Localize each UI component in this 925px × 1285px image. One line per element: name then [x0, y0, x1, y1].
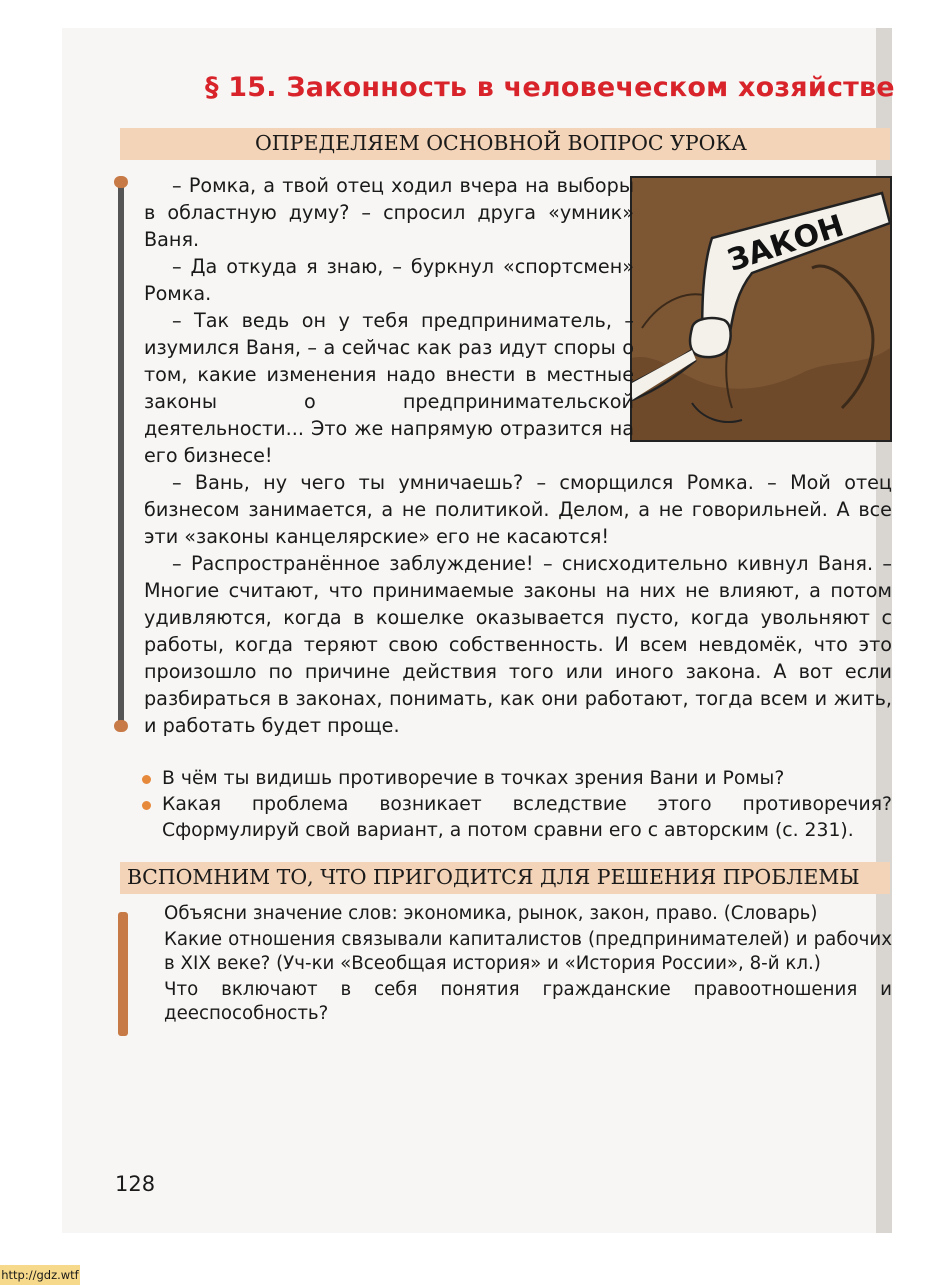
page-number: 128 [115, 1172, 156, 1196]
source-watermark[interactable]: http://gdz.wtf [0, 1265, 80, 1285]
recall-side-bracket [118, 912, 128, 1036]
section-band-recall [120, 862, 890, 894]
question-text-1: В чём ты видишь противоречие в точках зрения Вани и Ромы? [162, 768, 785, 789]
dialog-side-bar [118, 180, 124, 728]
dialog-text [144, 172, 892, 739]
lesson-title: § 15. Законность в человеческом хозяйстве [205, 72, 895, 103]
dialog-line-4: – Вань, ну чего ты умничаешь? – сморщился Ромка. – Мой отец бизнесом занимается, а не политикой. Делом, а не говорильней. А все эти «законы канцелярские» его не касаются! [144, 471, 892, 548]
lesson-questions [142, 766, 892, 844]
dialog-line-5: – Распространённое заблуждение! – снисходительно кивнул Ваня. – Многие считают, что принимаемые законы на них не влияют, а потом удивляются, когда в кошелке оказывается пусто, когда увольняют с работы, когда теряют свою собственность. И всем невдомёк, что это произошло по причине действия того или иного закона. А вот если разбираться в законах, понимать, как они работают, тогда всем и жить, и работать будет проще. [144, 552, 892, 737]
dialog-line-1: – Ромка, а твой отец ходил вчера на выборы в областную думу? – спросил друга «умник» Ваня. [144, 174, 634, 251]
bullet-dot-icon [142, 801, 151, 810]
picture-word-law: ЗАКОН [723, 208, 849, 279]
section-heading-lesson-question: ОПРЕДЕЛЯЕМ ОСНОВНОЙ ВОПРОС УРОКА [255, 131, 747, 155]
bullet-dot-icon [142, 775, 151, 784]
recall-item-1: Объясни значение слов: экономика, рынок, закон, право. (Словарь) [164, 903, 818, 924]
recall-list [164, 902, 892, 1028]
recall-item-2: Какие отношения связывали капиталистов (предпринимателей) и рабочих в XIX веке? (Уч-ки «Всеобщая история» и «История России», 8-й кл.) [164, 928, 892, 975]
section-band-lesson-question [120, 128, 890, 160]
question-text-2: Какая проблема возникает вследствие этого противоречия? Сформулируй свой вариант, а потом сравни его с авторским (с. 231). [162, 794, 892, 841]
recall-item-3: Что включают в себя понятия гражданские правоотношения и дееспособность? [164, 978, 892, 1025]
question-item-2 [142, 792, 892, 844]
section-heading-recall: ВСПОМНИМ ТО, ЧТО ПРИГОДИТСЯ ДЛЯ РЕШЕНИЯ ПРОБЛЕМЫ [127, 865, 860, 889]
question-item-1 [142, 766, 892, 792]
dialog-line-2: – Да откуда я знаю, – буркнул «спортсмен» Ромка. [144, 255, 634, 305]
dialog-line-3: – Так ведь он у тебя предприниматель, – изумился Ваня, – а сейчас как раз идут споры о том, какие изменения надо внести в местные законы о предпринимательской деятельности... Это же напрямую отразится на его бизнесе! [144, 309, 634, 467]
